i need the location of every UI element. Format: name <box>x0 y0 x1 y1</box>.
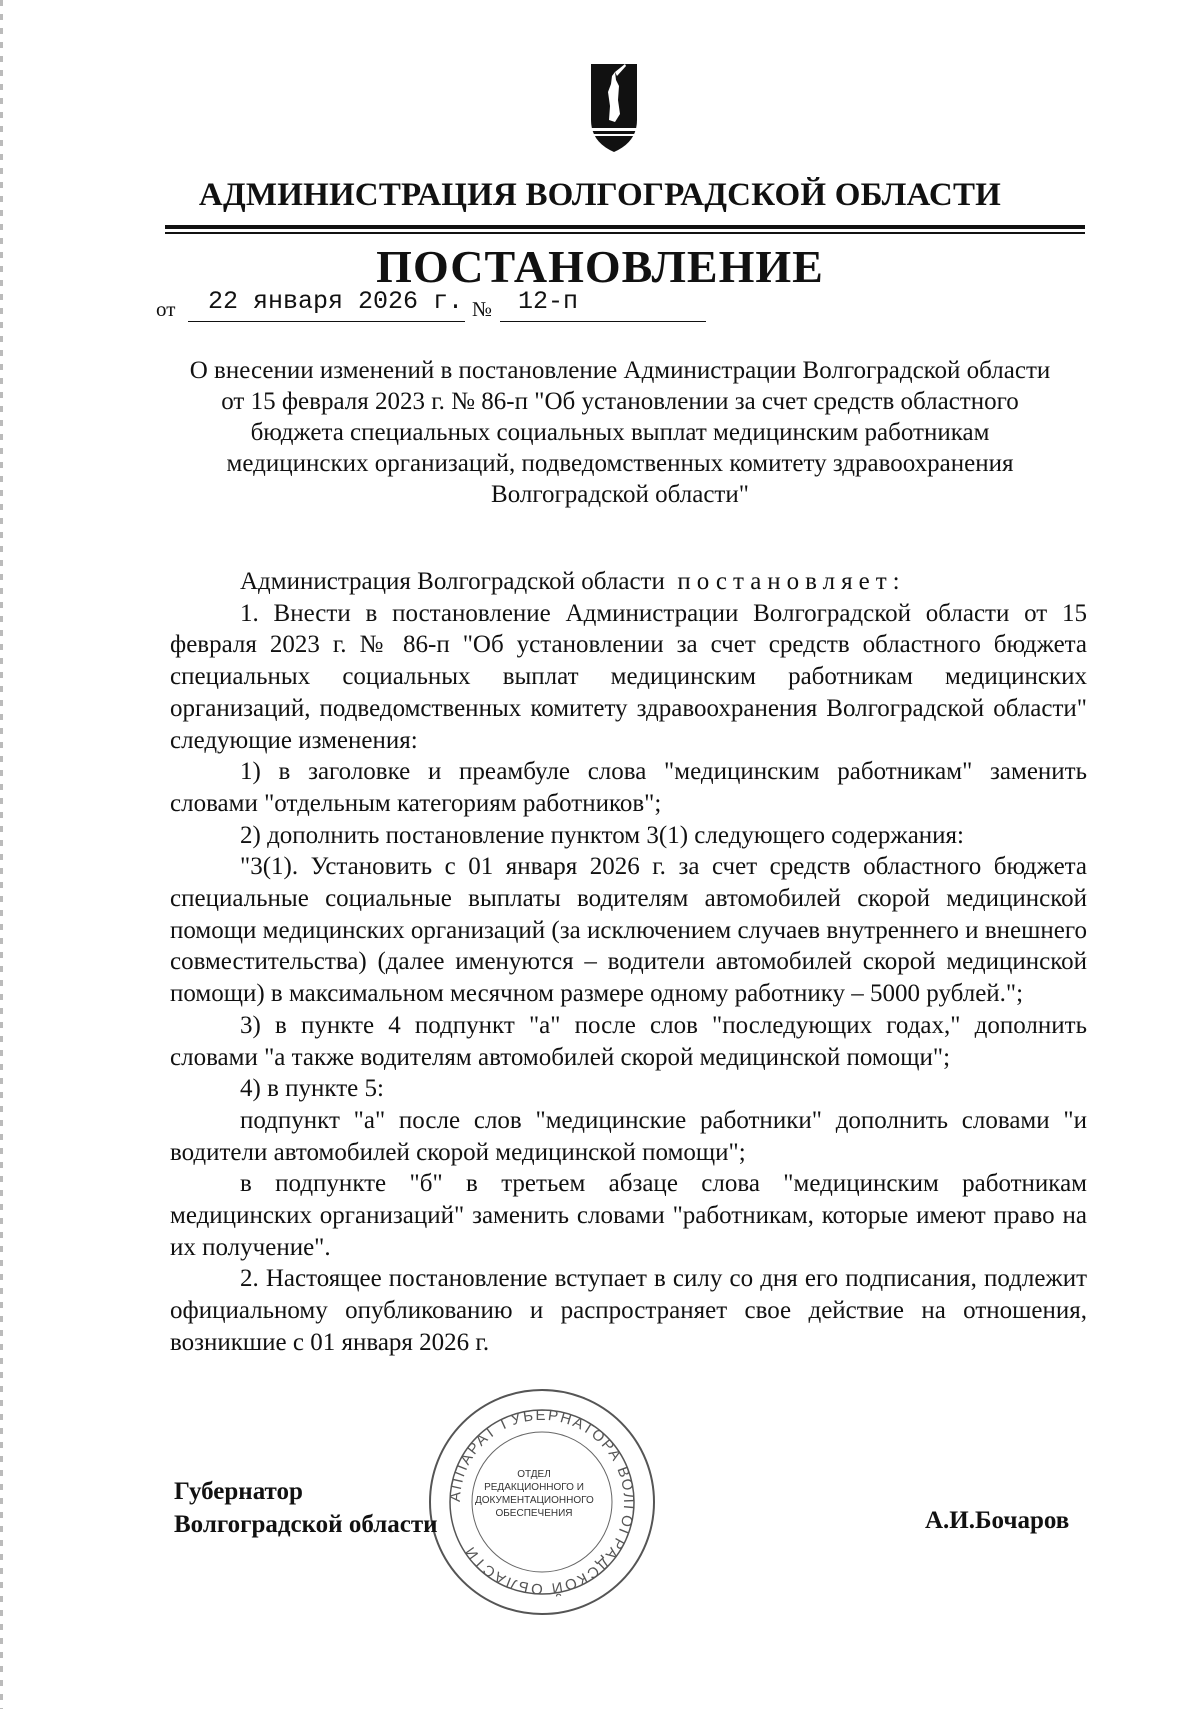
date-label: от <box>156 297 176 321</box>
date-underline <box>188 321 465 322</box>
signatory-name: А.И.Бочаров <box>925 1507 1070 1534</box>
stamp-inner-line: ОТДЕЛ <box>517 1469 551 1480</box>
paragraph-sub-a: подпункт "а" после слов "медицинские работники" дополнить словами "и водители автомобилей скорой медицинской помощи"; <box>170 1106 1087 1166</box>
paragraph-1-2: 2) дополнить постановление пунктом 3(1) следующего содержания: <box>240 821 964 849</box>
coat-of-arms-icon <box>589 62 639 156</box>
number-underline <box>500 321 706 322</box>
organization-name: АДМИНИСТРАЦИЯ ВОЛГОГРАДСКОЙ ОБЛАСТИ <box>198 177 1002 213</box>
header-divider-thin <box>165 232 1085 234</box>
paragraph-1-3: 3) в пункте 4 подпункт "а" после слов "последующих годах," дополнить словами "а также водителям автомобилей скорой медицинской помощи"; <box>170 1011 1087 1071</box>
document-title: О внесении изменений в постановление Администрации Волгоградской области от 15 февраля 2023 г. № 86-п "Об установлении за счет средств областного бюджета специальных социальных выплат медицинским работникам медицинских организаций, подведомственных комитету здравоохранения Волгоградской области" <box>189 357 1051 508</box>
stamp-inner-line: ДОКУМЕНТАЦИОННОГО <box>475 1495 594 1506</box>
paragraph-1-4: 4) в пункте 5: <box>240 1075 384 1103</box>
paragraph-quote: "3(1). Установить с 01 января 2026 г. за счет средств областного бюджета специальные социальные выплаты водителям автомобилей скорой медицинской помощи медицинских организаций (за исключением случаев внутреннего и внешнего совместительства) (далее именуются – водители автомобилей скорой медицинской помощи) в максимальном месячном размере одному работнику – 5000 рублей."; <box>170 853 1087 1008</box>
preamble <box>170 566 1087 598</box>
number-label: № <box>472 297 493 321</box>
signatory-position-line2: Волгоградской области <box>174 1511 438 1538</box>
stamp-inner-text <box>475 1468 593 1520</box>
stamp-inner-line: ОБЕСПЕЧЕНИЯ <box>495 1508 573 1519</box>
paragraph-1: 1. Внести в постановление Администрации Волгоградской области от 15 февраля 2023 г. № 86-п "Об установлении за счет средств областного бюджета специальных социальных выплат медицинским работникам медицинских организаций, подведомственных комитету здравоохранения Волгоградской области" следующие изменения: <box>170 599 1087 754</box>
stamp-outer-text: АППАРАТ ГУБЕРНАТОРА ВОЛГОГРАДСКОЙ ОБЛАСТИ <box>446 1406 638 1598</box>
document-body <box>170 566 1087 1359</box>
signatory-position-line1: Губернатор <box>174 1478 303 1505</box>
paragraph-sub-b: в подпункте "б" в третьем абзаце слова "медицинским работникам медицинских организаций" заменить словами "работникам, которые имеют право на их получение". <box>170 1170 1087 1261</box>
signatory-position <box>174 1475 438 1541</box>
header-divider-thick <box>165 225 1085 229</box>
document-number: 12-п <box>518 287 579 316</box>
preamble-decree-word: постановляет: <box>677 568 906 595</box>
preamble-text: Администрация Волгоградской области <box>240 568 665 595</box>
document-date: 22 января 2026 г. <box>208 287 464 316</box>
stamp-inner-line: РЕДАКЦИОННОГО И <box>484 1482 584 1493</box>
paragraph-1-1: 1) в заголовке и преамбуле слова "медицинским работникам" заменить словами "отдельным категориям работников"; <box>170 758 1087 817</box>
document-type: ПОСТАНОВЛЕНИЕ <box>376 241 824 292</box>
paragraph-2: 2. Настоящее постановление вступает в силу со дня его подписания, подлежит официальному опубликованию и распространяет свое действие на отношения, возникшие с 01 января 2026 г. <box>170 1265 1087 1356</box>
